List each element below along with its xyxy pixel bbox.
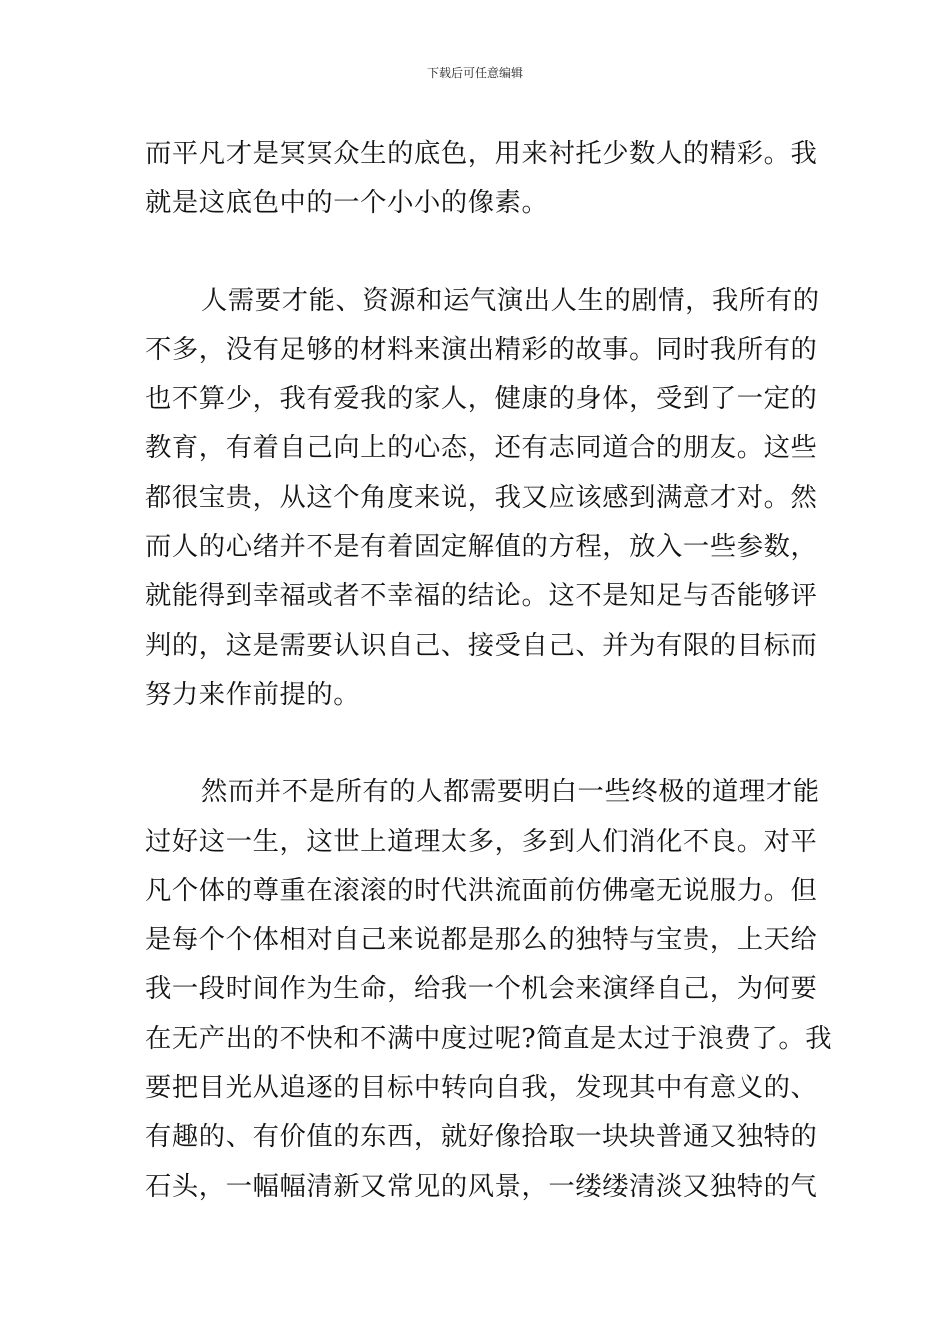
text-line: 也不算少，我有爱我的家人，健康的身体，受到了一定的 <box>145 384 818 415</box>
document-body <box>145 130 833 1212</box>
text-line: 凡个体的尊重在滚滚的时代洪流面前仿佛毫无说服力。但 <box>145 875 818 906</box>
page-header: 下载后可任意编辑 <box>426 66 523 80</box>
text-line: 判的，这是需要认识自己、接受自己、并为有限的目标而 <box>145 630 818 661</box>
text-line: 然而并不是所有的人都需要明白一些终极的道理才能 <box>201 777 820 808</box>
paragraph-spacer <box>145 229 810 277</box>
text-line: 在无产出的不快和不满中度过呢?简直是太过于浪费了。我 <box>145 1023 833 1054</box>
text-line: 我一段时间作为生命，给我一个机会来演绎自己，为何要 <box>145 974 818 1005</box>
text-line: 不多，没有足够的材料来演出精彩的故事。同时我所有的 <box>145 334 818 365</box>
text-line: 教育，有着自己向上的心态，还有志同道合的朋友。这些 <box>145 433 818 464</box>
text-line: 就能得到幸福或者不幸福的结论。这不是知足与否能够评 <box>145 581 818 612</box>
paragraph-spacer <box>145 720 810 768</box>
paragraph-1 <box>145 130 818 229</box>
text-line: 就是这底色中的一个小小的像素。 <box>145 188 549 219</box>
text-line: 过好这一生，这世上道理太多，多到人们消化不良。对平 <box>145 826 818 857</box>
text-line: 是每个个体相对自己来说都是那么的独特与宝贵，上天给 <box>145 925 818 956</box>
text-line: 要把目光从追逐的目标中转向自我，发现其中有意义的、 <box>145 1073 818 1104</box>
paragraph-3 <box>145 768 833 1212</box>
paragraph-2 <box>145 277 820 721</box>
text-line: 都很宝贵，从这个角度来说，我又应该感到满意才对。然 <box>145 482 818 513</box>
text-line: 而人的心绪并不是有着固定解值的方程，放入一些参数， <box>145 532 818 563</box>
text-line: 石头，一幅幅清新又常见的风景，一缕缕清淡又独特的气 <box>145 1171 818 1202</box>
text-line: 人需要才能、资源和运气演出人生的剧情，我所有的 <box>201 285 820 316</box>
text-line: 而平凡才是冥冥众生的底色，用来衬托少数人的精彩。我 <box>145 139 818 169</box>
text-line: 努力来作前提的。 <box>145 679 361 710</box>
text-line: 有趣的、有价值的东西，就好像拾取一块块普通又独特的 <box>145 1122 818 1153</box>
